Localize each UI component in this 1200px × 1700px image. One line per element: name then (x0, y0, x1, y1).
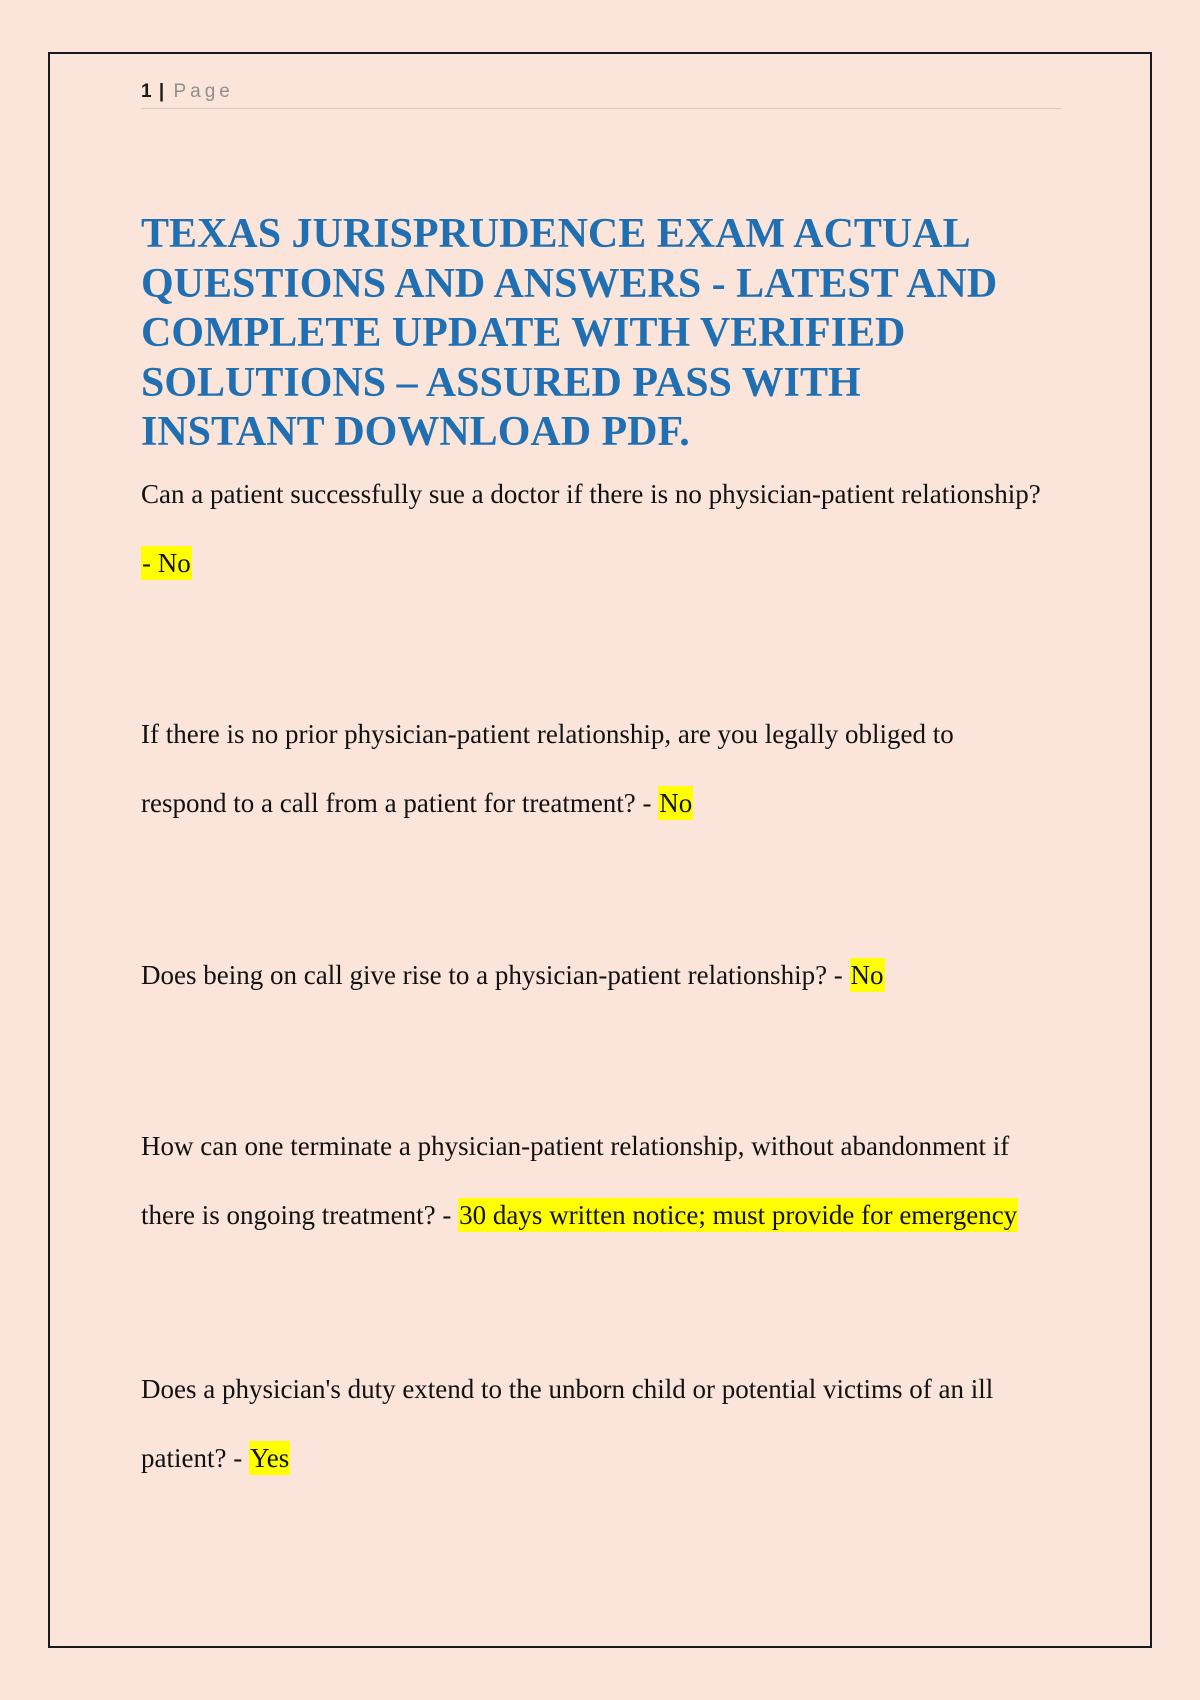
question-text: If there is no prior physician-patient relationship, are you legally obliged to (141, 719, 954, 749)
answer-highlight: No (850, 960, 884, 990)
answer-line (141, 1424, 1071, 1493)
question-text: Does a physician's duty extend to the unborn child or potential victims of an ill (141, 1374, 994, 1404)
qa-item (141, 1112, 1071, 1250)
document-title: TEXAS JURISPRUDENCE EXAM ACTUAL QUESTIONS AND ANSWERS - LATEST AND COMPLETE UPDATE WITH VERIFIED SOLUTIONS – ASSURED PASS WITH INSTANT DOWNLOAD PDF. (141, 211, 998, 455)
question-text: Can a patient successfully sue a doctor if there is no physician-patient relationship? (141, 479, 1041, 509)
answer-highlight: No (659, 788, 693, 818)
page-label: Page (173, 81, 234, 102)
answer-highlight: Yes (249, 1443, 290, 1473)
question-text: respond to a call from a patient for treatment? - (141, 788, 659, 818)
page-separator: | (158, 81, 165, 102)
qa-item (141, 460, 1071, 598)
answer-line (141, 941, 1071, 1010)
question-text: there is ongoing treatment? - (141, 1200, 459, 1230)
answer-highlight: - No (142, 548, 191, 578)
answer-line (141, 529, 1071, 598)
answer-line (141, 1181, 1071, 1250)
qa-item (141, 1355, 1071, 1493)
answer-line (141, 769, 1071, 838)
question-text: Does being on call give rise to a physician-patient relationship? - (141, 960, 850, 990)
question-text: How can one terminate a physician-patient relationship, without abandonment if (141, 1131, 1010, 1161)
page-number: 1 (141, 81, 152, 102)
qa-item (141, 941, 1071, 1010)
answer-highlight: 30 days written notice; must provide for emergency (459, 1200, 1018, 1230)
qa-item (141, 700, 1071, 838)
question-text: patient? - (141, 1443, 249, 1473)
page-header (141, 78, 1061, 109)
